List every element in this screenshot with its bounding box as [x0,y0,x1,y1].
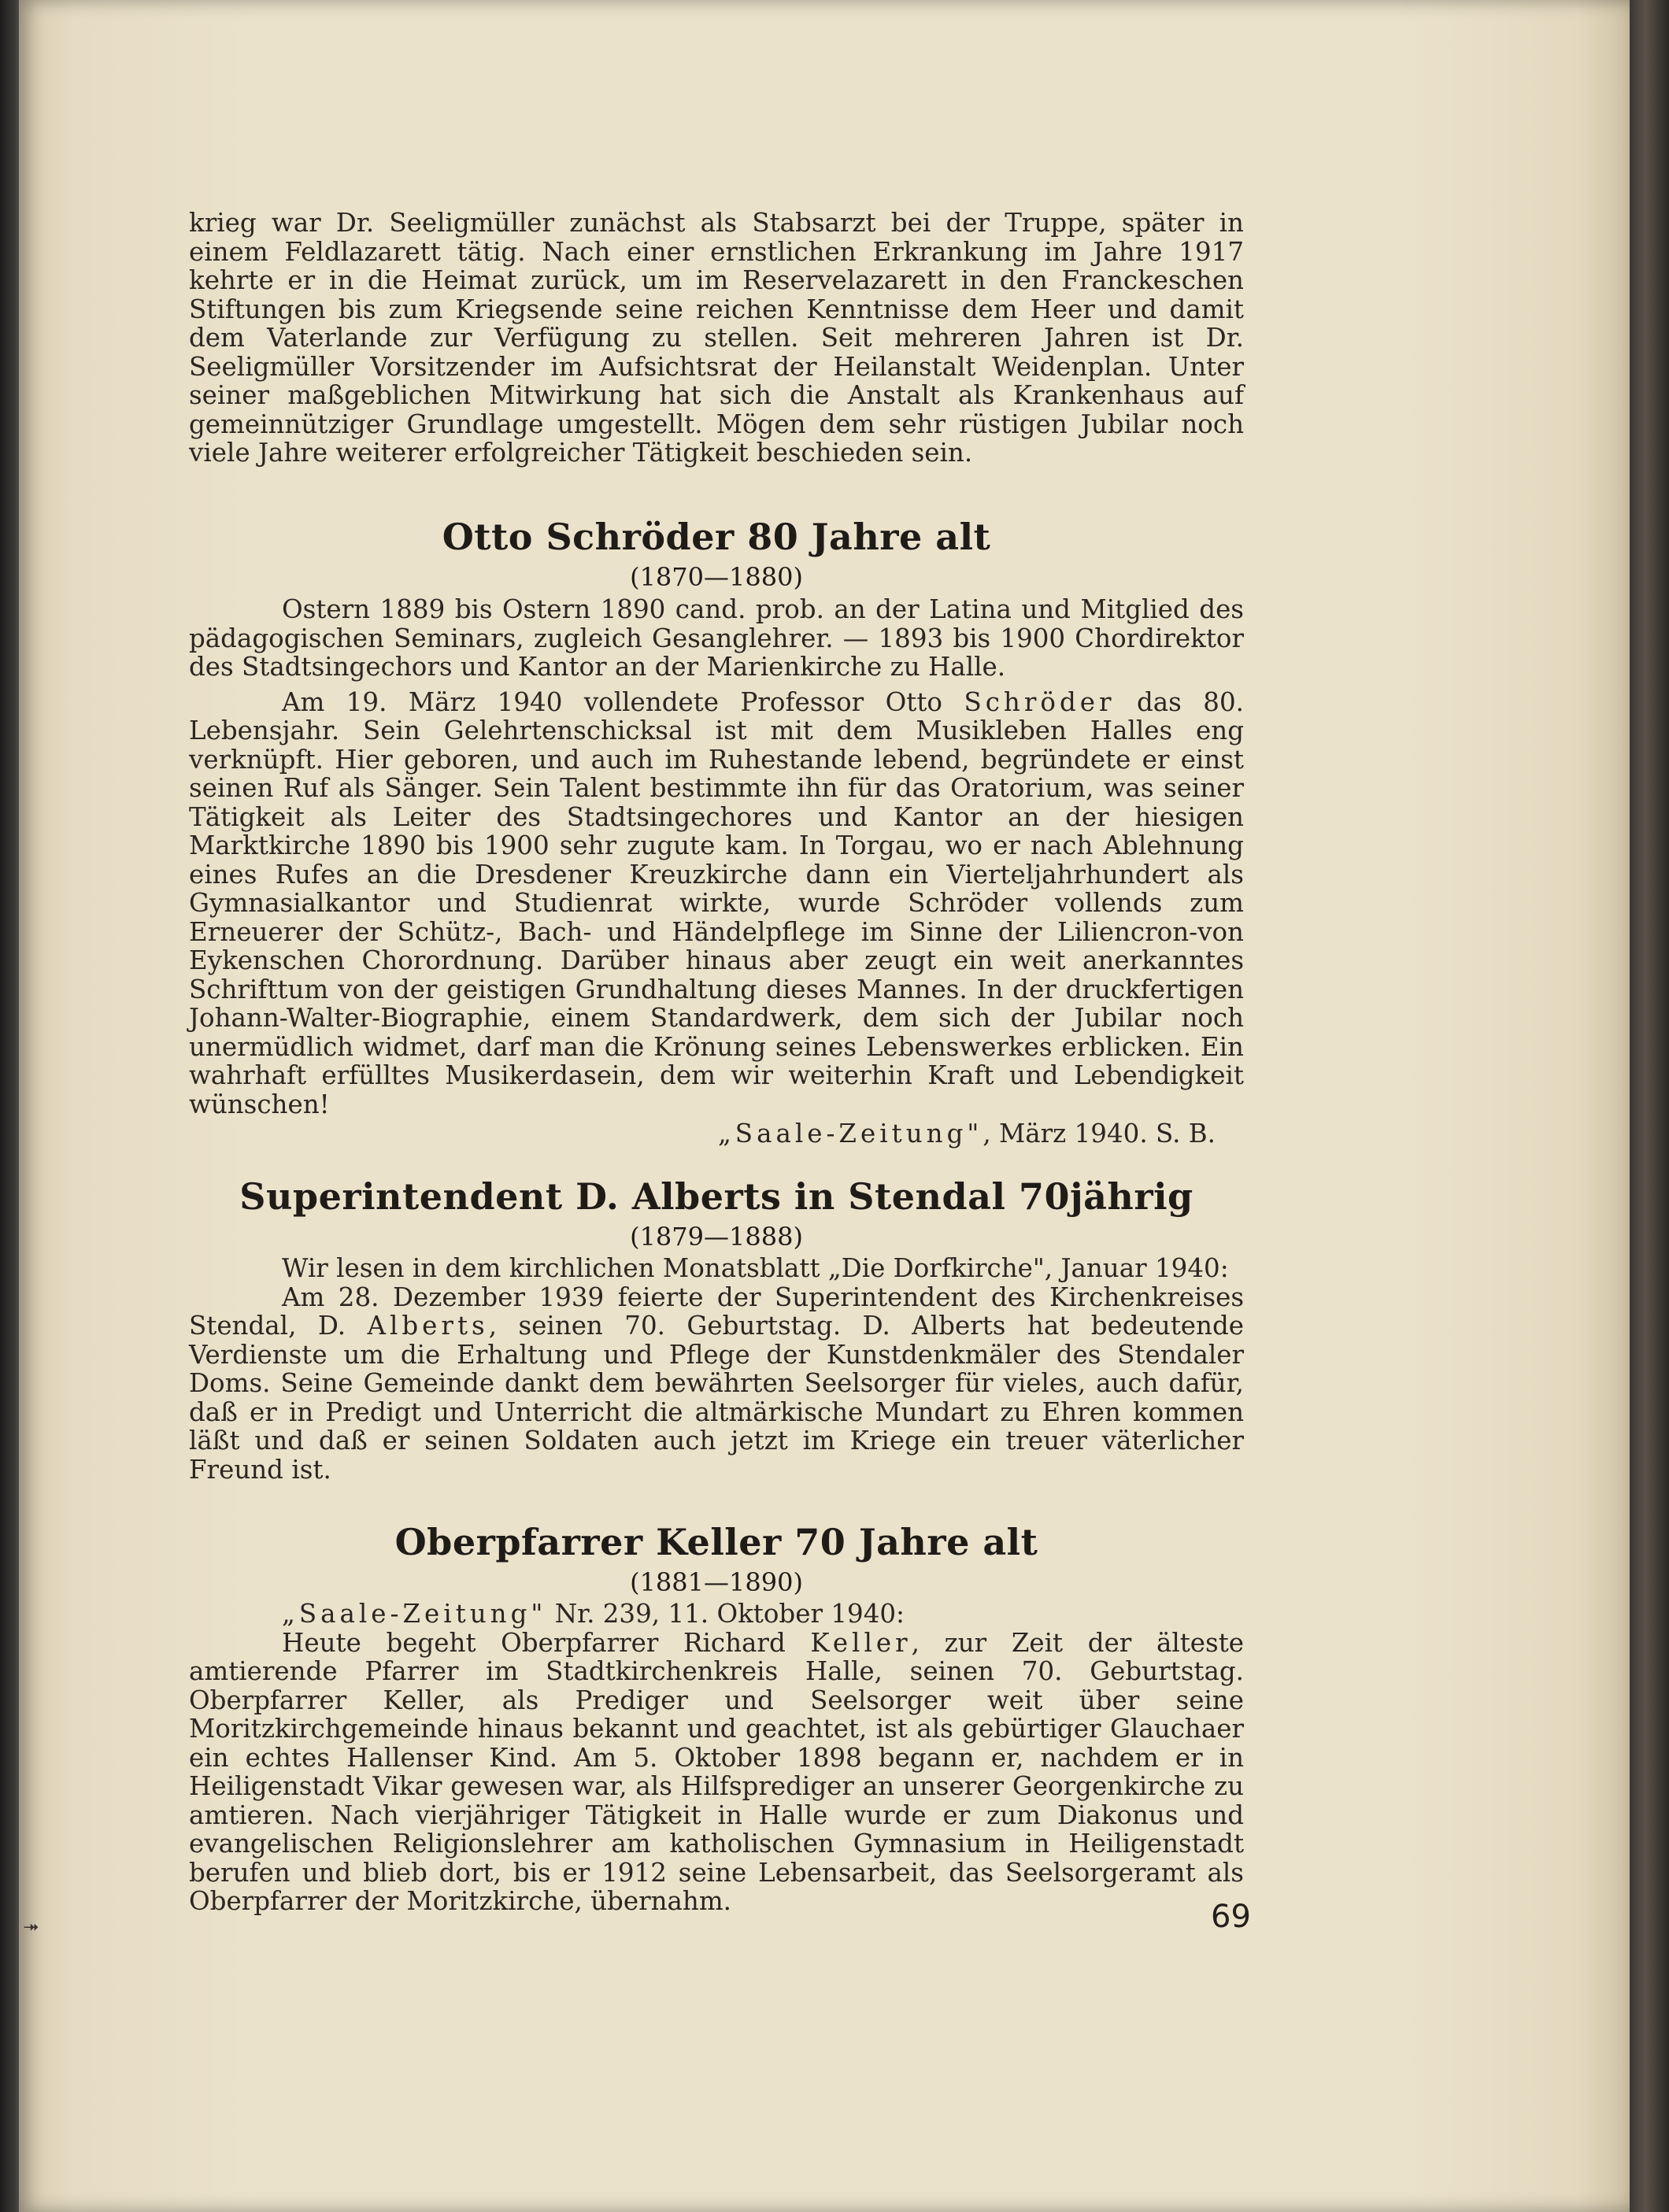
book-gutter [0,0,20,2212]
article-body-alberts [189,1254,1244,1484]
text-run: Heute begeht Oberpfarrer Richard [282,1627,811,1658]
article-paragraph [189,1283,1244,1485]
page-number: 69 [1211,1899,1251,1935]
text-run: Am 19. März 1940 vollendete Professor Otto [282,686,964,717]
margin-mark: ⯮ [24,1914,39,1936]
person-name: Alberts [367,1311,489,1341]
intro-section [189,209,1244,468]
article-years-alberts: (1879—1888) [630,1222,803,1252]
article-paragraph [189,688,1244,1119]
text-run: das 80. Lebensjahr. Sein Gelehrtenschicksal ist mit dem Musikleben Halles eng verknüpft. Hier geboren, und auch im Ruhestande lebend, begründete er einst seinen Ruf als Sänger. Sein Talent bestimmte ihn für das Oratorium, was seiner Tätigkeit als Leiter des Stadtsingechores und Kantor an der hiesigen Marktkirche 1890 bis 1900 sehr zugute kam. In Torgau, wo er nach Ablehnung eines Rufes an die Dresdener Kreuzkirche dann ein Vierteljahrhundert als Gymnasialkantor und Studienrat wirkte, wurde Schröder vollends zum Erneuerer der Schütz-, Bach- und Händelpflege im Sinne der Liliencron-von Eykenschen Chorordnung. Darüber hinaus aber zeugt ein weit anerkanntes Schrifttum von der geistigen Grundhaltung dieses Mannes. In der druckfertigen Johann-Walter-Biographie, einem Standardwerk, dem sich der Jubilar noch unermüdlich widmet, darf man die Krönung seines Lebenswerkes erblicken. Ein wahrhaft erfülltes Musikerdasein, dem wir weiterhin Kraft und Lebendigkeit wünschen! [189,686,1244,1119]
text-run: Nr. 239, 11. Oktober 1940: [546,1599,905,1629]
newspaper-name: „Saale-Zeitung" [282,1599,547,1629]
source-citation [189,1119,1244,1149]
text-run: , zur Zeit der älteste amtierende Pfarrer im Stadtkirchenkreis Halle, seinen 70. Geburtstag. Oberpfarrer Keller, als Prediger und Seelsorger weit über seine Moritzkirchgemeinde hinaus bekannt und geachtet, ist als gebürtiger Glauchaer ein echtes Hallenser Kind. Am 5. Oktober 1898 begann er, nachdem er in Heiligenstadt Vikar gewesen war, als Hilfsprediger an unserer Georgenkirche zu amtieren. Nach vierjähriger Tätigkeit in Halle wurde er zum Diakonus und evangelischen Religionslehrer am katholischen Gymnasium in Heiligenstadt berufen und blieb dort, bis er 1912 seine Lebensarbeit, das Seelsorgeramt als Oberpfarrer der Moritzkirche, übernahm. [189,1627,1244,1916]
newspaper-name: „Saale-Zeitung" [717,1119,983,1149]
intro-paragraph: krieg war Dr. Seeligmüller zunächst als Stabsarzt bei der Truppe, später in einem Feldlazarett tätig. Nach einer ernstlichen Erkrankung im Jahre 1917 kehrte er in die Heimat zurück, um im Reservelazarett in den Franckeschen Stiftungen bis zum Kriegsende seine reichen Kenntnisse dem Heer und damit dem Vaterlande zur Verfügung zu stellen. Seit mehreren Jahren ist Dr. Seeligmüller Vorsitzender im Aufsichtsrat der Heilanstalt Weidenplan. Unter seiner maßgeblichen Mitwirkung hat sich die Anstalt als Krankenhaus auf gemeinnütziger Grundlage umgestellt. Mögen dem sehr rüstigen Jubilar noch viele Jahre weiterer erfolgreicher Tätigkeit beschieden sein. [189,208,1244,468]
article-body-schroeder [189,595,1244,1149]
source-date: , März 1940. S. B. [983,1119,1216,1149]
article-body-keller [189,1600,1244,1916]
article-paragraph [189,1600,1244,1629]
page-edge [1630,0,1669,2212]
article-paragraph: Ostern 1889 bis Ostern 1890 cand. prob. an der Latina und Mitglied des pädagogischen Seminars, zugleich Gesanglehrer. — 1893 bis 1900 Chordirektor des Stadtsingechors und Kantor an der Marienkirche zu Halle. [189,594,1244,682]
article-title-keller: Oberpfarrer Keller 70 Jahre alt [394,1521,1038,1563]
text-run: , seinen 70. Geburtstag. D. Alberts hat bedeutende Verdienste um die Erhaltung und Pflege der Kunstdenkmäler des Stendaler Doms. Seine Gemeinde dankt dem bewährten Seelsorger für vieles, auch dafür, daß er in Predigt und Unterricht die altmärkische Mundart zu Ehren kommen läßt und daß er seinen Soldaten auch jetzt im Kriege ein treuer väterlicher Freund ist. [189,1311,1244,1485]
article-paragraph [189,1629,1244,1916]
text-run: Am 28. Dezember 1939 feierte der Superintendent des Kirchenkreises Stendal, D. [189,1282,1244,1341]
article-title-alberts: Superintendent D. Alberts in Stendal 70jährig [239,1175,1193,1218]
person-name: Schröder [964,686,1116,717]
person-name: Keller [810,1627,912,1658]
article-years-schroeder: (1870—1880) [630,562,803,592]
article-title-schroeder: Otto Schröder 80 Jahre alt [442,516,991,558]
article-years-keller: (1881—1890) [630,1567,803,1597]
article-paragraph: Wir lesen in dem kirchlichen Monatsblatt „Die Dorfkirche", Januar 1940: [282,1253,1229,1283]
